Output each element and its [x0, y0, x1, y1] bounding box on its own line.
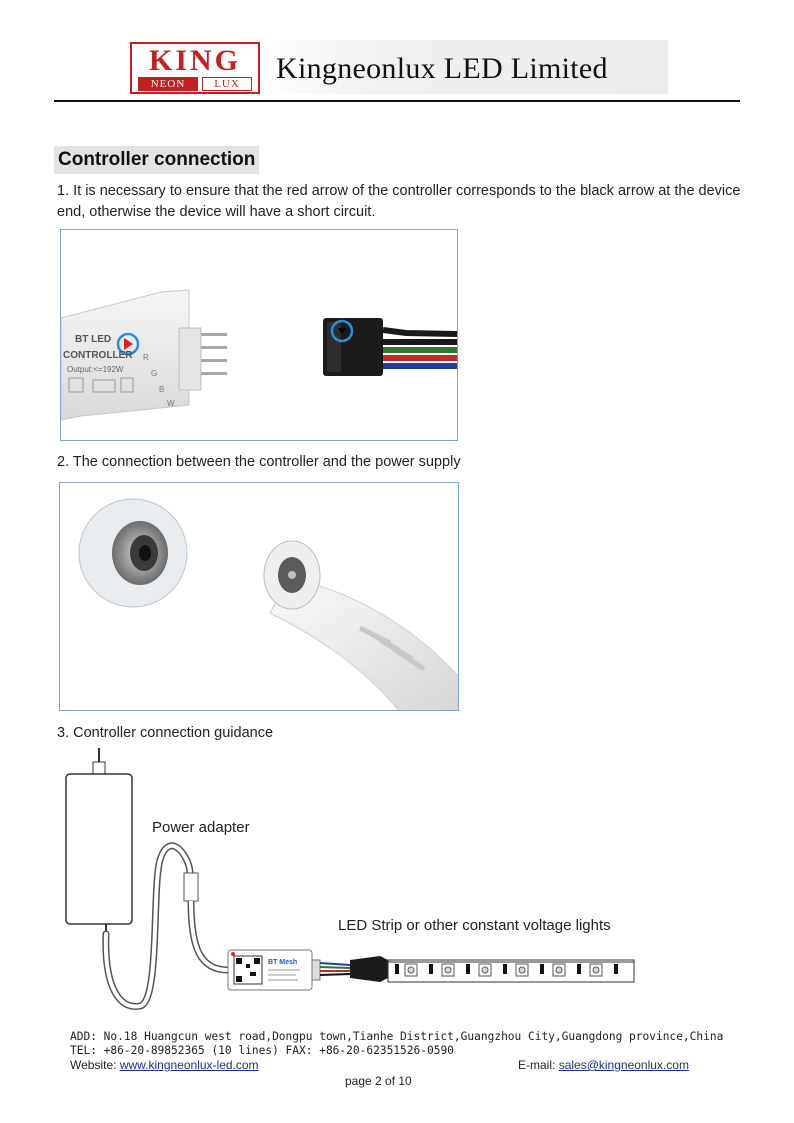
footer-website — [70, 1058, 259, 1072]
pin-label-g: G — [151, 369, 158, 378]
controller-label-2: CONTROLLER — [63, 350, 133, 361]
controller-label-1: BT LED — [75, 334, 112, 345]
footer-address: ADD: No.18 Huangcun west road,Dongpu town,Tianhe District,Guangzhou City,Guangdong province,China — [70, 1030, 724, 1043]
pin-label-w: W — [167, 399, 175, 408]
logo-neon-text: NEON — [138, 77, 198, 91]
page-header — [0, 0, 794, 110]
power-jack-photo — [59, 482, 459, 711]
company-logo — [130, 42, 260, 94]
logo-lux-text: LUX — [202, 77, 252, 91]
step2-text: 2. The connection between the controller and the power supply — [57, 454, 461, 470]
controller-badge: BT Mesh — [268, 959, 298, 966]
website-link[interactable]: www.kingneonlux-led.com — [119, 1058, 259, 1072]
section-title: Controller connection — [54, 146, 259, 174]
connection-diagram — [60, 748, 650, 1016]
email-label: E-mail: — [518, 1058, 556, 1072]
controller-label-3: Output:<=192W — [67, 365, 124, 374]
company-name: Kingneonlux LED Limited — [276, 52, 608, 85]
page-number: page 2 of 10 — [345, 1074, 412, 1088]
step3-text: 3. Controller connection guidance — [57, 725, 274, 741]
power-adapter-icon — [66, 774, 132, 924]
pin-label-r: R — [143, 353, 149, 362]
led-strip-label: LED Strip or other constant voltage lights — [338, 917, 611, 934]
controller-pins-photo — [60, 229, 458, 441]
power-adapter-label: Power adapter — [152, 819, 250, 836]
header-divider — [54, 100, 740, 102]
footer-email — [518, 1058, 689, 1072]
pin-label-b: B — [159, 385, 165, 394]
email-link[interactable]: sales@kingneonlux.com — [558, 1058, 689, 1072]
website-label: Website: — [70, 1058, 117, 1072]
footer-phone: TEL: +86-20-89852365 (10 lines) FAX: +86-20-62351526-0590 — [70, 1044, 454, 1057]
logo-king-text: KING — [148, 44, 241, 77]
step1-text: 1. It is necessary to ensure that the red arrow of the controller corresponds to the black arrow at the device end, otherwise the device will have a short circuit. — [57, 183, 741, 220]
